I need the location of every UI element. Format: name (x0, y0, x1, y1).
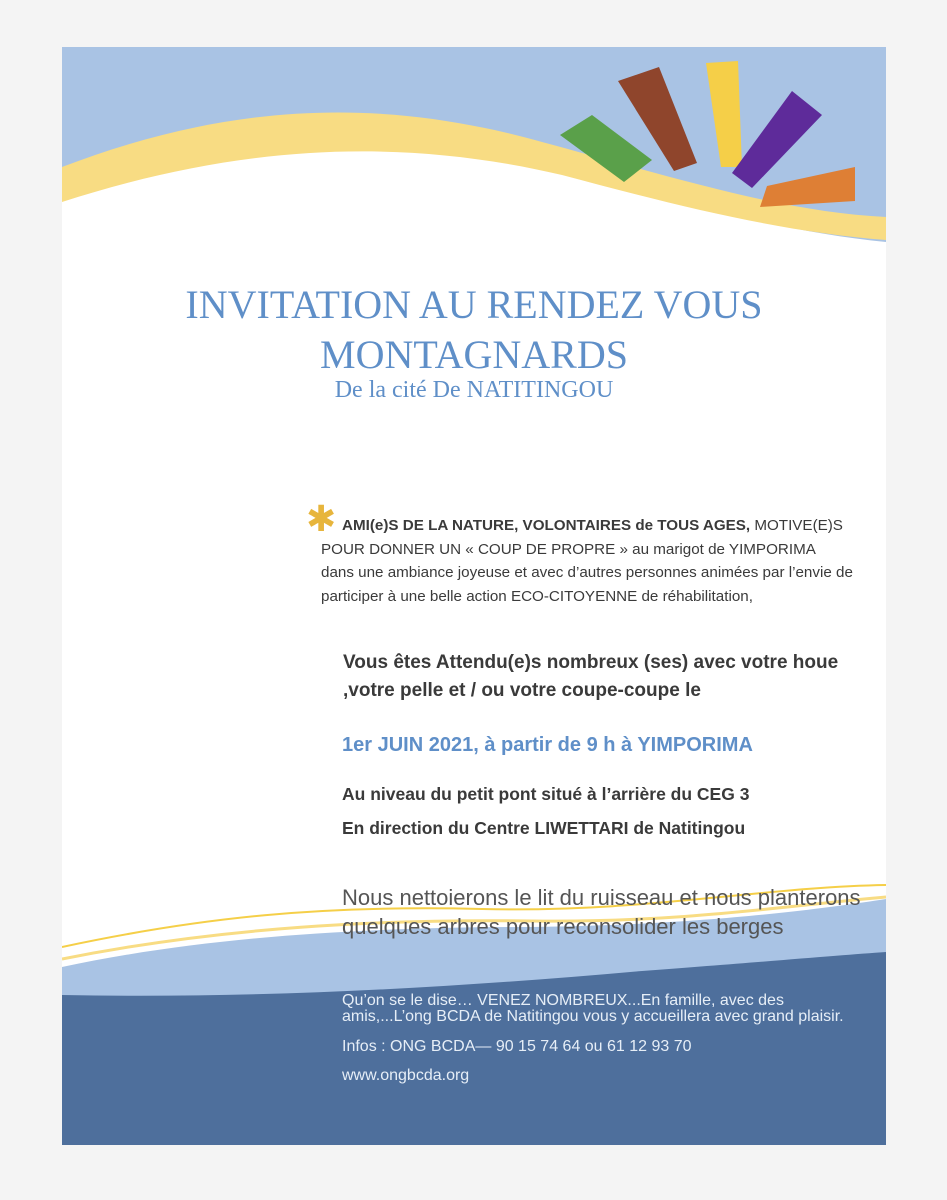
location-line-1: Au niveau du petit pont situé à l’arrière du CEG 3 (342, 784, 750, 804)
attendu-text: Vous êtes Attendu(e)s nombreux (ses) avec votre houe ,votre pelle et / ou votre coupe-coupe le (343, 652, 839, 701)
footer-infos: Infos : ONG BCDA— 90 15 74 64 ou 61 12 93 70 (342, 1038, 692, 1055)
title-line-1: INVITATION AU RENDEZ VOUS (185, 282, 763, 327)
flyer-page (62, 47, 886, 1145)
website-link[interactable]: www.ongbcda.org (342, 1067, 470, 1084)
footer-blurb: Qu’on se le dise… VENEZ NOMBREUX...En famille, avec des amis,...L’ong BCDA de Natitingou vous y accueillera avec grand plaisir. (342, 992, 844, 1025)
footer-text (342, 993, 870, 1084)
location-line-2: En direction du Centre LIWETTARI de Natitingou (342, 818, 746, 838)
intro-first: MOTIVE(E)S (750, 517, 843, 534)
intro-paragraph (321, 514, 872, 608)
title-line-2: MONTAGNARDS (320, 332, 628, 377)
asterisk-icon: ✱ (306, 499, 337, 540)
activity-text: Nous nettoierons le lit du ruisseau et nous planterons quelques arbres pour reconsolider les berges (342, 885, 861, 939)
intro-bold: AMI(e)S DE LA NATURE, VOLONTAIRES de TOUS AGES, (342, 517, 751, 534)
subtitle: De la cité De NATITINGOU (334, 377, 614, 403)
event-date: 1er JUIN 2021, à partir de 9 h à YIMPORIMA (342, 734, 753, 756)
intro-second: POUR DONNER UN « COUP DE PROPRE » au marigot de YIMPORIMA (321, 540, 816, 558)
event-location (342, 777, 882, 845)
invitation-title (62, 280, 886, 380)
intro-rest: dans une ambiance joyeuse et avec d’autres personnes animées par l’envie de participer à une belle action ECO-CITOYENNE de réhabilitation, (321, 564, 853, 605)
